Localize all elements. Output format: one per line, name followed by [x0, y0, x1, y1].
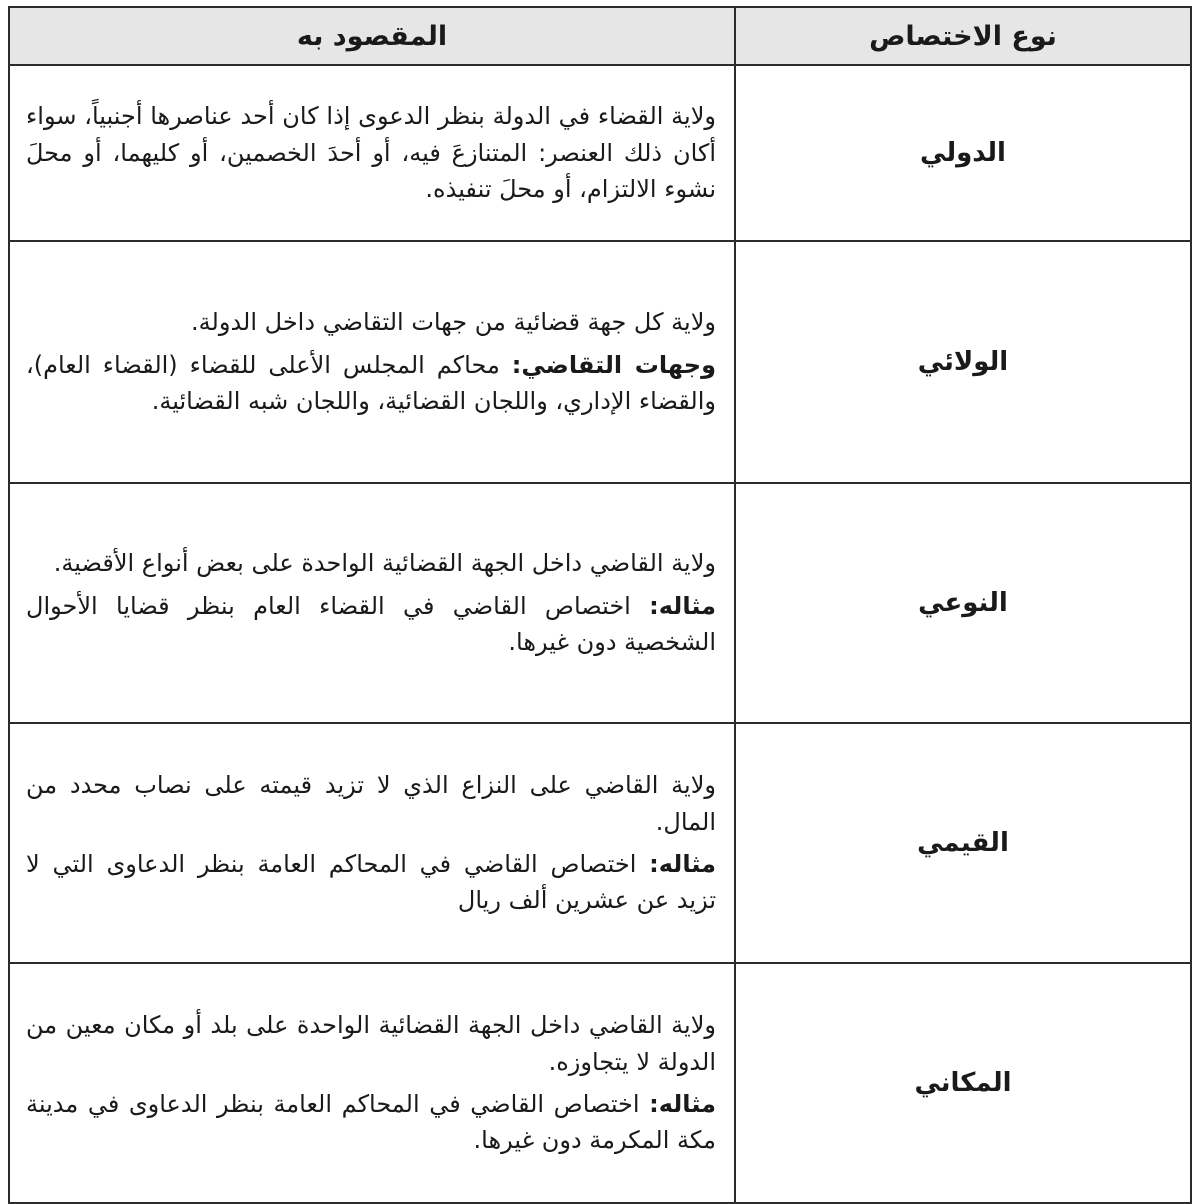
table-row — [9, 241, 1191, 483]
definition-text: ولاية القضاء في الدولة بنظر الدعوى إذا كان أحد عناصرها أجنبياً، سواء أكان ذلك العنصر: المتنازعَ فيه، أو أحدَ الخصمين، أو كليهما، أو محلَ نشوء الالتزام، أو محلَ تنفيذه. — [26, 102, 716, 204]
type-cell: الولائي — [735, 241, 1191, 483]
detail-paragraph — [26, 347, 716, 420]
example-lead-label: مثاله: — [649, 591, 716, 620]
definition-text: ولاية القاضي داخل الجهة القضائية الواحدة على بلد أو مكان معين من الدولة لا يتجاوزه. — [26, 1011, 716, 1076]
header-meaning: المقصود به — [9, 7, 735, 65]
meaning-cell — [9, 65, 735, 241]
table-row — [9, 723, 1191, 963]
type-cell: النوعي — [735, 483, 1191, 723]
definition-text: ولاية القاضي داخل الجهة القضائية الواحدة على بعض أنواع الأقضية. — [53, 549, 716, 578]
meaning-cell — [9, 723, 735, 963]
meaning-cell — [9, 241, 735, 483]
meaning-cell — [9, 963, 735, 1203]
detail-text: محاكم المجلس الأعلى للقضاء (القضاء العام)، والقضاء الإداري، واللجان القضائية، واللجان شبه القضائية. — [26, 350, 716, 416]
detail-lead-label: وجهات التقاضي: — [511, 350, 716, 379]
type-cell: الدولي — [735, 65, 1191, 241]
example-lead-label: مثاله: — [649, 850, 716, 878]
example-text: اختصاص القاضي في المحاكم العامة بنظر الدعاوى التي لا تزيد عن عشرين ألف ريال — [26, 850, 716, 915]
example-text: اختصاص القاضي في المحاكم العامة بنظر الدعاوى في مدينة مكة المكرمة دون غيرها. — [26, 1090, 716, 1155]
example-paragraph — [26, 846, 716, 919]
header-jurisdiction-type: نوع الاختصاص — [735, 7, 1191, 65]
example-text: اختصاص القاضي في القضاء العام بنظر قضايا الأحوال الشخصية دون غيرها. — [26, 591, 716, 657]
jurisdiction-table — [8, 6, 1192, 1204]
definition-text: ولاية القاضي على النزاع الذي لا تزيد قيمته على نصاب محدد من المال. — [26, 771, 716, 836]
example-lead-label: مثاله: — [649, 1090, 716, 1118]
example-paragraph — [26, 1086, 716, 1159]
table-header-row — [9, 7, 1191, 65]
type-cell: القيمي — [735, 723, 1191, 963]
table-row — [9, 963, 1191, 1203]
example-paragraph — [26, 588, 716, 661]
table-row — [9, 65, 1191, 241]
type-cell: المكاني — [735, 963, 1191, 1203]
meaning-cell — [9, 483, 735, 723]
jurisdiction-table-wrapper — [8, 6, 1192, 1155]
definition-text: ولاية كل جهة قضائية من جهات التقاضي داخل الدولة. — [191, 308, 716, 337]
table-row — [9, 483, 1191, 723]
